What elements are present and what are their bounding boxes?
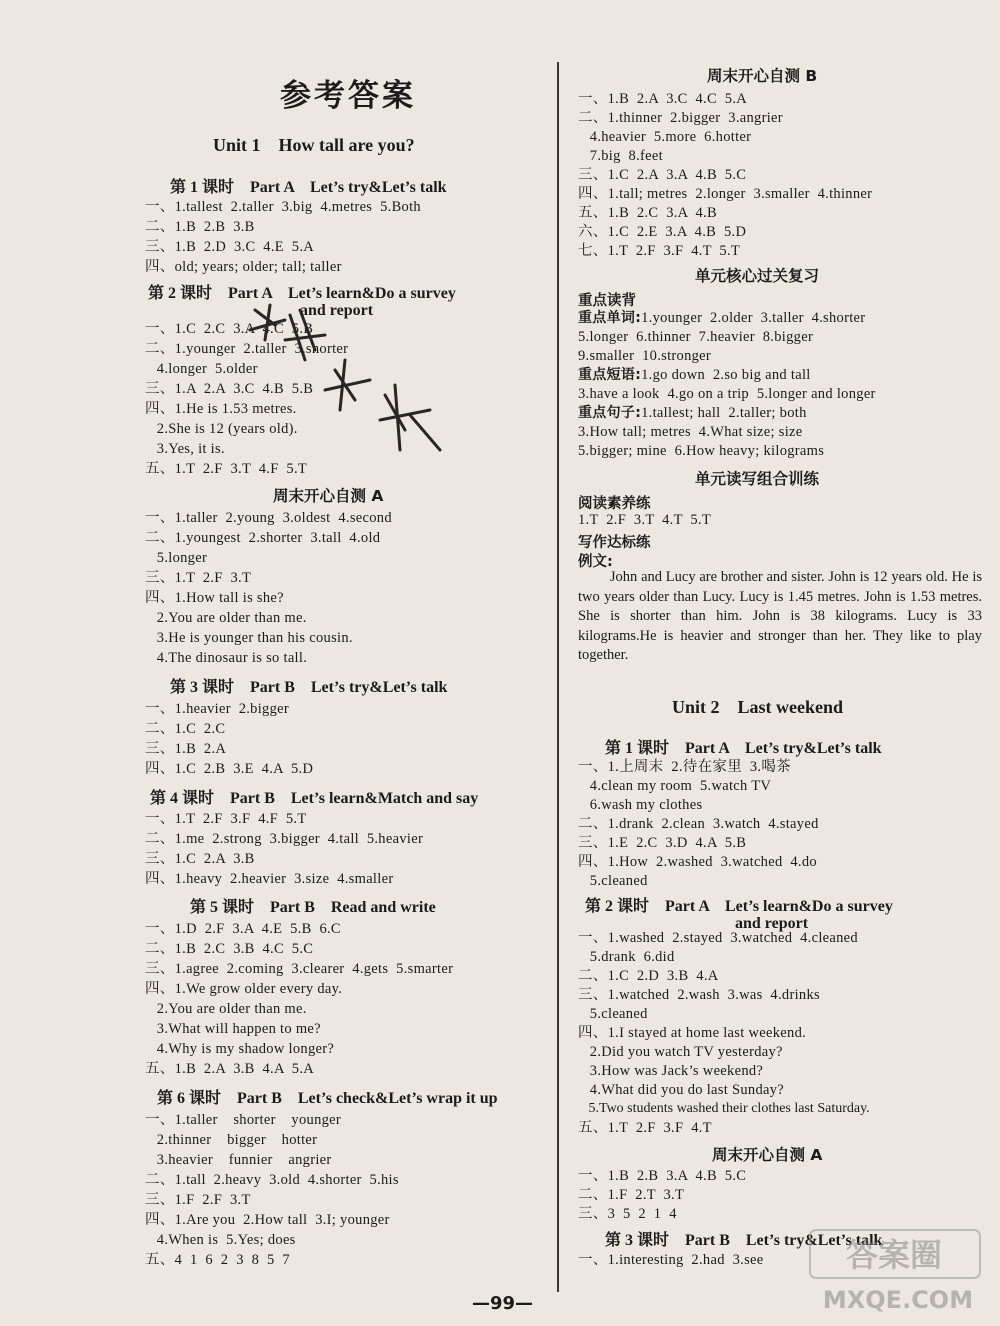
u2-lesson-2-heading-cont: and report [735,915,809,932]
answer-line: 一、1.上周末 2.待在家里 3.喝茶 [578,759,791,775]
answer-line: 三、1.C 2.A 3.A 4.B 5.C [578,167,747,183]
answer-line: 六、1.C 2.E 3.A 4.B 5.D [578,224,747,240]
answer-line: 三、1.B 2.D 3.C 4.E 5.A [145,239,315,255]
answer-line: 二、1.thinner 2.bigger 3.angrier [578,110,783,126]
answer-line: 二、1.me 2.strong 3.bigger 4.tall 5.heavier [145,831,424,847]
answer-line: 四、1.He is 1.53 metres. [145,401,297,417]
answer-line: 一、1.interesting 2.had 3.see [578,1252,764,1268]
column-divider [557,62,559,1292]
key-phrases-label: 重点短语: [578,367,642,383]
answer-line: 5.cleaned [578,873,648,889]
answer-line: 2.thinner bigger hotter [145,1132,318,1148]
answer-line: 一、1.B 2.A 3.C 4.C 5.A [578,91,748,107]
answer-line: 一、1.T 2.F 3.F 4.F 5.T [145,811,307,827]
answer-line: 2.She is 12 (years old). [145,421,298,437]
lesson-3-heading: 第 3 课时 Part B Let’s try&Let’s talk [170,679,448,696]
answer-line: 4.The dinosaur is so tall. [145,650,308,666]
u2-lesson-2-heading: 第 2 课时 Part A Let’s learn&Do a survey [585,898,893,915]
answer-line: 3.heavier funnier angrier [145,1152,332,1168]
answer-line: 四、1.How tall is she? [145,590,284,606]
answer-line: 二、1.C 2.D 3.B 4.A [578,968,719,984]
answer-line: 5.bigger; mine 6.How heavy; kilograms [578,443,825,459]
answer-line: 一、1.tallest 2.taller 3.big 4.metres 5.Both [145,199,421,215]
u2-lesson-3-heading: 第 3 课时 Part B Let’s try&Let’s talk [605,1232,883,1249]
example-label: 例文: [578,554,613,570]
u2-lesson-1-heading: 第 1 课时 Part A Let’s try&Let’s talk [605,740,882,757]
answer-line: 9.smaller 10.stronger [578,348,712,364]
answer-line: 五、4 1 6 2 3 8 5 7 [145,1252,290,1268]
reading-writing-heading: 单元读写组合训练 [695,470,820,488]
answer-line: 三、1.watched 2.wash 3.was 4.drinks [578,987,820,1003]
unit-review-heading: 单元核心过关复习 [695,267,820,285]
answer-line: 四、old; years; older; tall; taller [145,259,342,275]
answer-line: 三、1.F 2.F 3.T [145,1192,251,1208]
answer-line: 二、1.drank 2.clean 3.watch 4.stayed [578,816,819,832]
page-number: —99— [472,1293,534,1314]
answer-line: 3.Yes, it is. [145,441,225,457]
handwritten-scribble [245,300,455,460]
answer-line: 一、1.D 2.F 3.A 4.E 5.B 6.C [145,921,341,937]
lesson-5-heading: 第 5 课时 Part B Read and write [190,899,436,916]
answer-line: 五、1.T 2.F 3.F 4.T [578,1120,712,1136]
unit1-title: Unit 1 How tall are you? [213,135,415,155]
lesson-6-heading: 第 6 课时 Part B Let’s check&Let’s wrap it up [157,1090,498,1107]
svg-text:答案圈: 答案圈 [845,1236,943,1274]
answer-line: 一、1.B 2.B 3.A 4.B 5.C [578,1168,747,1184]
weekend-test-b-heading: 周末开心自测 B [707,67,818,85]
reading-heading: 阅读素养练 [578,496,651,512]
answer-line: 一、1.taller shorter younger [145,1112,342,1128]
answer-line: 三、1.C 2.A 3.B [145,851,255,867]
key-phrases-line [578,366,811,384]
answer-line: 二、1.F 2.T 3.T [578,1187,685,1203]
answer-line: 四、1.How 2.washed 3.watched 4.do [578,854,817,870]
answer-line: 5.longer 6.thinner 7.heavier 8.bigger [578,329,814,345]
key-sentences-line [578,404,807,422]
answer-line: 4.longer 5.older [145,361,258,377]
lesson-4-heading: 第 4 课时 Part B Let’s learn&Match and say [150,790,479,807]
page-title: 参考答案 [280,78,416,114]
answer-line: 一、1.C 2.C 3.A 4.C 5.B [145,321,314,337]
answer-line: 3.How tall; metres 4.What size; size [578,424,803,440]
answer-line: 二、1.younger 2.taller 3.shorter [145,341,349,357]
u2-weekend-test-a-heading: 周末开心自测 A [712,1146,823,1164]
answer-line: 三、1.agree 2.coming 3.clearer 4.gets 5.smarter [145,961,454,977]
answer-line: 1.T 2.F 3.T 4.T 5.T [578,512,711,528]
answer-line: 三、3 5 2 1 4 [578,1206,677,1222]
answer-line: 3.He is younger than his cousin. [145,630,353,646]
answer-line: 2.You are older than me. [145,1001,307,1017]
answer-line: 5.longer [145,550,208,566]
key-phrases: 1.go down 2.so big and tall [641,367,811,383]
lesson-2-heading: 第 2 课时 Part A Let’s learn&Do a survey [148,285,456,302]
answer-line: 五、1.B 2.A 3.B 4.A 5.A [145,1061,315,1077]
watermark-logo [808,1228,993,1318]
answer-line: 四、1.Are you 2.How tall 3.I; younger [145,1212,390,1228]
key-sentences: 1.tallest; hall 2.taller; both [641,405,807,421]
answer-line: 4.heavier 5.more 6.hotter [578,129,752,145]
answer-line: 二、1.B 2.C 3.B 4.C 5.C [145,941,314,957]
answer-line: 三、1.B 2.A [145,741,227,757]
answer-line: 五、1.T 2.F 3.T 4.F 5.T [145,461,308,477]
lesson-1-heading: 第 1 课时 Part A Let’s try&Let’s talk [170,179,447,196]
answer-line: 4.Why is my shadow longer? [145,1041,335,1057]
key-sentences-label: 重点句子: [578,405,642,421]
answer-line: 四、1.We grow older every day. [145,981,343,997]
lesson-2-heading-cont: and report [300,302,374,319]
answer-line: 二、1.tall 2.heavy 3.old 4.shorter 5.his [145,1172,399,1188]
answer-line: 三、1.A 2.A 3.C 4.B 5.B [145,381,314,397]
key-words: 1.younger 2.older 3.taller 4.shorter [641,310,866,326]
answer-line: 5.drank 6.did [578,949,675,965]
unit2-title: Unit 2 Last weekend [672,697,844,717]
answer-line: 五、1.B 2.C 3.A 4.B [578,205,717,221]
answer-line: 4.What did you do last Sunday? [578,1082,785,1098]
answer-line: 一、1.washed 2.stayed 3.watched 4.cleaned [578,930,858,946]
answer-line: 7.big 8.feet [578,148,663,164]
answer-line: 2.Did you watch TV yesterday? [578,1044,783,1060]
answer-line: 四、1.tall; metres 2.longer 3.smaller 4.thinner [578,186,873,202]
answer-line: 四、1.I stayed at home last weekend. [578,1025,807,1041]
answer-line: 5.Two students washed their clothes last Saturday. [578,1101,870,1116]
answer-line: 3.How was Jack’s weekend? [578,1063,764,1079]
answer-line: 2.You are older than me. [145,610,307,626]
answer-line: 二、1.youngest 2.shorter 3.tall 4.old [145,530,381,546]
example-essay: John and Lucy are brother and sister. John is 12 years old. He is two years older than Lucy. Lucy is 1.45 metres. John is 1.53 metres. She is shorter than him. John is 38 kilograms. Lucy is 33 kilograms.He is heavier and stronger than her. They like to play together. [578,569,982,664]
focus-heading: 重点读背 [578,293,636,309]
answer-line: 四、1.C 2.B 3.E 4.A 5.D [145,761,314,777]
key-words-label: 重点单词: [578,310,642,326]
answer-line: 3.What will happen to me? [145,1021,321,1037]
answer-line: 4.When is 5.Yes; does [145,1232,296,1248]
weekend-test-a-heading: 周末开心自测 A [273,487,384,505]
answer-line: 6.wash my clothes [578,797,703,813]
answer-line: 三、1.T 2.F 3.T [145,570,252,586]
answer-line: 5.cleaned [578,1006,648,1022]
answer-line: 七、1.T 2.F 3.F 4.T 5.T [578,243,741,259]
answer-line: 二、1.C 2.C [145,721,226,737]
answer-line: 一、1.taller 2.young 3.oldest 4.second [145,510,392,526]
answer-line: 四、1.heavy 2.heavier 3.size 4.smaller [145,871,394,887]
answer-line: 二、1.B 2.B 3.B [145,219,255,235]
answer-line: 4.clean my room 5.watch TV [578,778,772,794]
answer-line: 三、1.E 2.C 3.D 4.A 5.B [578,835,747,851]
answer-line: 3.have a look 4.go on a trip 5.longer and longer [578,386,876,402]
svg-text:MXQE.COM: MXQE.COM [822,1286,974,1314]
writing-heading: 写作达标练 [578,535,651,551]
key-words-line [578,309,865,327]
answer-line: 一、1.heavier 2.bigger [145,701,290,717]
